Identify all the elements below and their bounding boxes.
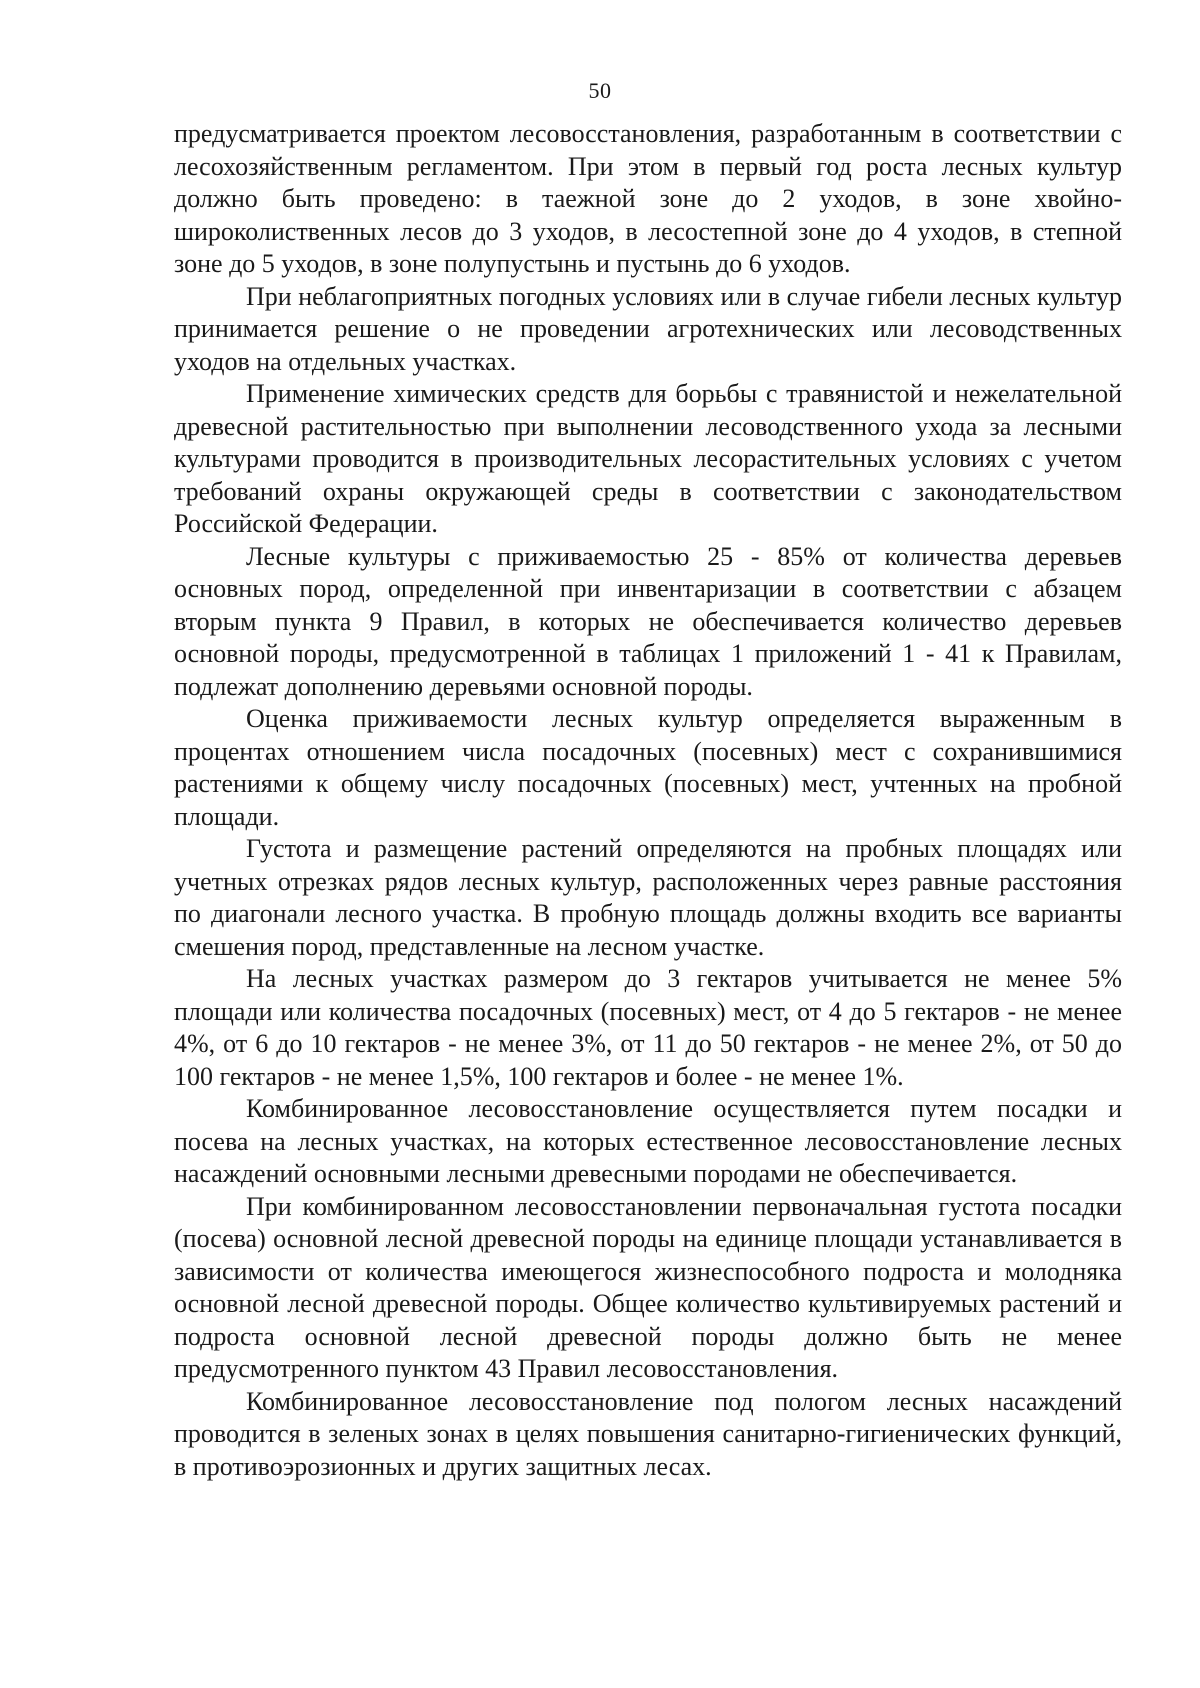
page-number: 50 [588,78,612,103]
document-body [174,118,1122,1483]
paragraph-sample-area: На лесных участках размером до 3 гектаров учитывается не менее 5% площади или количества посадочных (посевных) мест, от 4 до 5 гектаров - не менее 4%, от 6 до 10 гектаров - не менее 3%, от 11 до 50 гектаров - не менее 2%, от 50 до 100 гектаров - не менее 1,5%, 100 гектаров и более - не менее 1%. [174,964,1122,1091]
paragraph-continuation: предусматривается проектом лесовосстановления, разработанным в соответствии с лесохозяйственным регламентом. При этом в первый год роста лесных культур должно быть проведено: в таежной зоне до 2 уходов, в зоне хвойно-широколиственных лесов до 3 уходов, в лесостепной зоне до 4 уходов, в степной зоне до 5 уходов, в зоне полупустынь и пустынь до 6 уходов. [174,119,1122,278]
paragraph-unfavorable-weather: При неблагоприятных погодных условиях или в случае гибели лесных культур принимается решение о не проведении агротехнических или лесоводственных уходов на отдельных участках. [174,281,1122,376]
paragraph-density-placement: Густота и размещение растений определяются на пробных площадях или учетных отрезках рядов лесных культур, расположенных через равные расстояния по диагонали лесного участка. В пробную площадь должны входить все варианты смешения пород, представленные на лесном участке. [174,834,1122,961]
paragraph-under-canopy: Комбинированное лесовосстановление под пологом лесных насаждений проводится в зеленых зонах в целях повышения санитарно-гигиенических функций, в противоэрозионных и других защитных лесах. [174,1386,1122,1481]
paragraph-combined-density: При комбинированном лесовосстановлении первоначальная густота посадки (посева) основной лесной древесной породы на единице площади устанавливается в зависимости от количества имеющегося жизнеспособного подроста и молодняка основной лесной древесной породы. Общее количество культивируемых растений и подроста основной лесной древесной породы должно быть не менее предусмотренного пунктом 43 Правил лесовосстановления. [174,1191,1122,1383]
paragraph-chemical-means: Применение химических средств для борьбы с травянистой и нежелательной древесной растительностью при выполнении лесоводственного ухода за лесными культурами проводится в производительных лесорастительных условиях с учетом требований охраны окружающей среды в соответствии с законодательством Российской Федерации. [174,379,1122,538]
paragraph-survival-rate: Лесные культуры с приживаемостью 25 - 85% от количества деревьев основных пород, определенной при инвентаризации в соответствии с абзацем вторым пункта 9 Правил, в которых не обеспечивается количество деревьев основной породы, предусмотренной в таблицах 1 приложений 1 - 41 к Правилам, подлежат дополнению деревьями основной породы. [174,541,1122,701]
paragraph-survival-assessment: Оценка приживаемости лесных культур определяется выраженным в процентах отношением числа посадочных (посевных) мест с сохранившимися растениями к общему числу посадочных (посевных) мест, учтенных на пробной площади. [174,704,1122,831]
paragraph-combined-restoration: Комбинированное лесовосстановление осуществляется путем посадки и посева на лесных участках, на которых естественное лесовосстановление лесных насаждений основными лесными древесными породами не обеспечивается. [174,1094,1122,1188]
